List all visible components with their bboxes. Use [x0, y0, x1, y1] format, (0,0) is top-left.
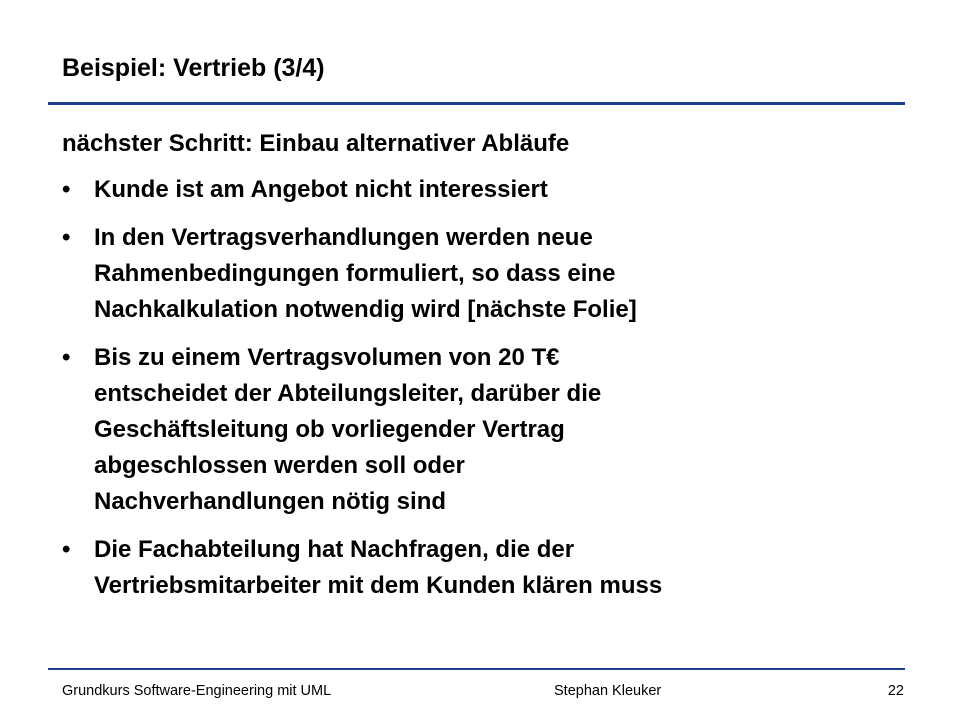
slide-title: Beispiel: Vertrieb (3/4): [62, 54, 325, 82]
footer-author: Stephan Kleuker: [554, 683, 662, 699]
bullet-list: [62, 172, 922, 616]
bullet-item: [62, 532, 922, 604]
bullet-text: Die Fachabteilung hat Nachfragen, die der Vertriebsmitarbeiter mit dem Kunden klären muss: [94, 536, 663, 599]
bullet-marker: •: [62, 344, 71, 371]
footer-divider: [48, 668, 905, 670]
intro-text: nächster Schritt: Einbau alternativer Abläufe: [62, 130, 570, 157]
footer-course: Grundkurs Software-Engineering mit UML: [62, 683, 332, 699]
bullet-text: Kunde ist am Angebot nicht interessiert: [94, 176, 548, 203]
bullet-marker: •: [62, 224, 71, 251]
bullet-marker: •: [62, 176, 71, 203]
bullet-item: [62, 220, 922, 328]
page-number: 22: [887, 683, 904, 699]
bullet-text: Bis zu einem Vertragsvolumen von 20 T€ entscheidet der Abteilungsleiter, darüber die Geschäftsleitung ob vorliegender Vertrag abgeschlossen werden soll oder Nachverhandlungen nötig sind: [94, 344, 602, 515]
bullet-marker: •: [62, 536, 71, 563]
bullet-item: [62, 340, 922, 520]
bullet-text: In den Vertragsverhandlungen werden neue Rahmenbedingungen formuliert, so dass eine Nachkalkulation notwendig wird [nächste Folie]: [94, 224, 637, 323]
title-divider: [48, 102, 905, 105]
bullet-item: [62, 172, 922, 208]
